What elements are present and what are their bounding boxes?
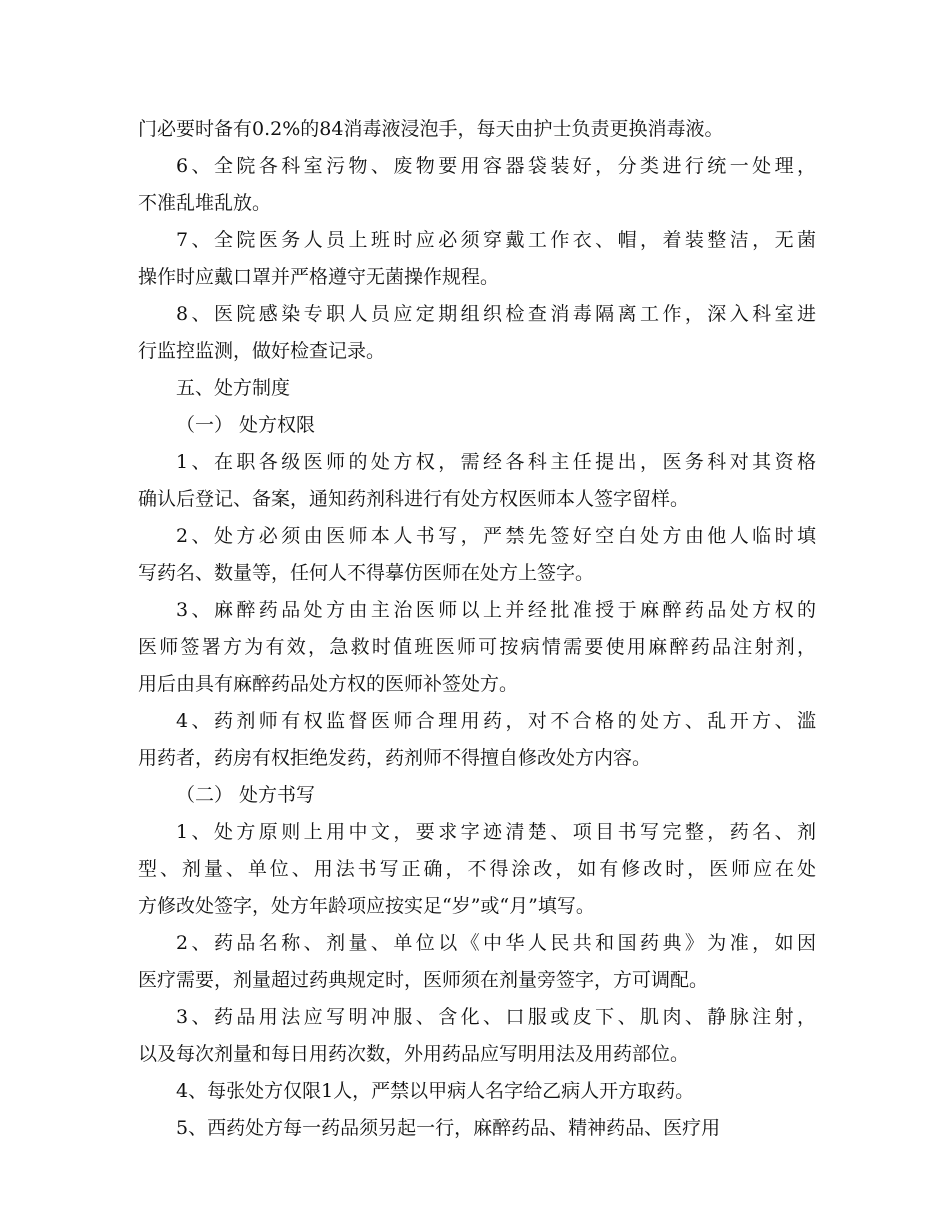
paragraph-p8	[138, 296, 816, 370]
text-line: 8、医院感染专职人员应定期组织检查消毒隔离工作，深入科室进	[176, 303, 816, 325]
text-line: 3、麻醉药品处方由主治医师以上并经批准授于麻醉药品处方权的	[176, 599, 816, 621]
text-line: （一） 处方权限	[176, 414, 316, 436]
paragraph-h5	[138, 370, 816, 407]
text-line: 2、处方必须由医师本人书写，严禁先签好空白处方由他人临时填	[176, 525, 816, 547]
text-line: 7、全院医务人员上班时应必须穿戴工作衣、帽，着装整洁，无菌	[176, 229, 816, 251]
text-line: 5、西药处方每一药品须另起一行，麻醉药品、精神药品、医疗用	[176, 1117, 721, 1139]
paragraph-a4	[138, 703, 816, 777]
text-line: 医师签署方为有效，急救时值班医师可按病情需要使用麻醉药品注射剂，	[138, 636, 816, 658]
document-body	[138, 111, 816, 1147]
paragraph-h5-1	[138, 407, 816, 444]
text-line: 行监控监测，做好检查记录。	[138, 340, 386, 362]
paragraph-b3	[138, 999, 816, 1073]
text-line: 五、处方制度	[176, 377, 291, 399]
text-line: 用后由具有麻醉药品处方权的医师补签处方。	[138, 673, 519, 695]
paragraph-b4	[138, 1073, 816, 1110]
paragraph-b2	[138, 925, 816, 999]
paragraph-b1	[138, 814, 816, 925]
text-line: 不准乱堆乱放。	[138, 192, 272, 214]
text-line: 医疗需要，剂量超过药典规定时，医师须在剂量旁签字，方可调配。	[138, 969, 709, 991]
paragraph-p6	[138, 148, 816, 222]
text-line: 1、处方原则上用中文，要求字迹清楚、项目书写完整，药名、剂	[176, 821, 816, 843]
text-line: 以及每次剂量和每日用药次数，外用药品应写明用法及用药部位。	[138, 1043, 690, 1065]
paragraph-a2	[138, 518, 816, 592]
text-line: 4、药剂师有权监督医师合理用药，对不合格的处方、乱开方、滥	[176, 710, 816, 732]
paragraph-p-cont	[138, 111, 816, 148]
text-line: 确认后登记、备案，通知药剂科进行有处方权医师本人签字留样。	[138, 488, 690, 510]
text-line: 用药者，药房有权拒绝发药，药剂师不得擅自修改处方内容。	[138, 747, 652, 769]
paragraph-h5-2	[138, 777, 816, 814]
text-line: 门必要时备有0.2%的84消毒液浸泡手，每天由护士负责更换消毒液。	[138, 118, 724, 140]
paragraph-b5	[138, 1110, 816, 1147]
text-line: 型、剂量、单位、用法书写正确，不得涂改，如有修改时，医师应在处	[138, 858, 816, 880]
text-line: 1、在职各级医师的处方权，需经各科主任提出，医务科对其资格	[176, 451, 816, 473]
text-line: 6、全院各科室污物、废物要用容器袋装好，分类进行统一处理，	[176, 155, 816, 177]
text-line: 2、药品名称、剂量、单位以《中华人民共和国药典》为准，如因	[176, 932, 816, 954]
text-line: （二） 处方书写	[176, 784, 316, 806]
paragraph-a1	[138, 444, 816, 518]
paragraph-p7	[138, 222, 816, 296]
text-line: 4、每张处方仅限1人，严禁以甲病人名字给乙病人开方取药。	[176, 1080, 695, 1102]
text-line: 操作时应戴口罩并严格遵守无菌操作规程。	[138, 266, 500, 288]
paragraph-a3	[138, 592, 816, 703]
text-line: 写药名、数量等，任何人不得摹仿医师在处方上签字。	[138, 562, 595, 584]
text-line: 方修改处签字，处方年龄项应按实足“岁”或“月”填写。	[138, 895, 595, 917]
text-line: 3、药品用法应写明冲服、含化、口服或皮下、肌肉、静脉注射，	[176, 1006, 816, 1028]
